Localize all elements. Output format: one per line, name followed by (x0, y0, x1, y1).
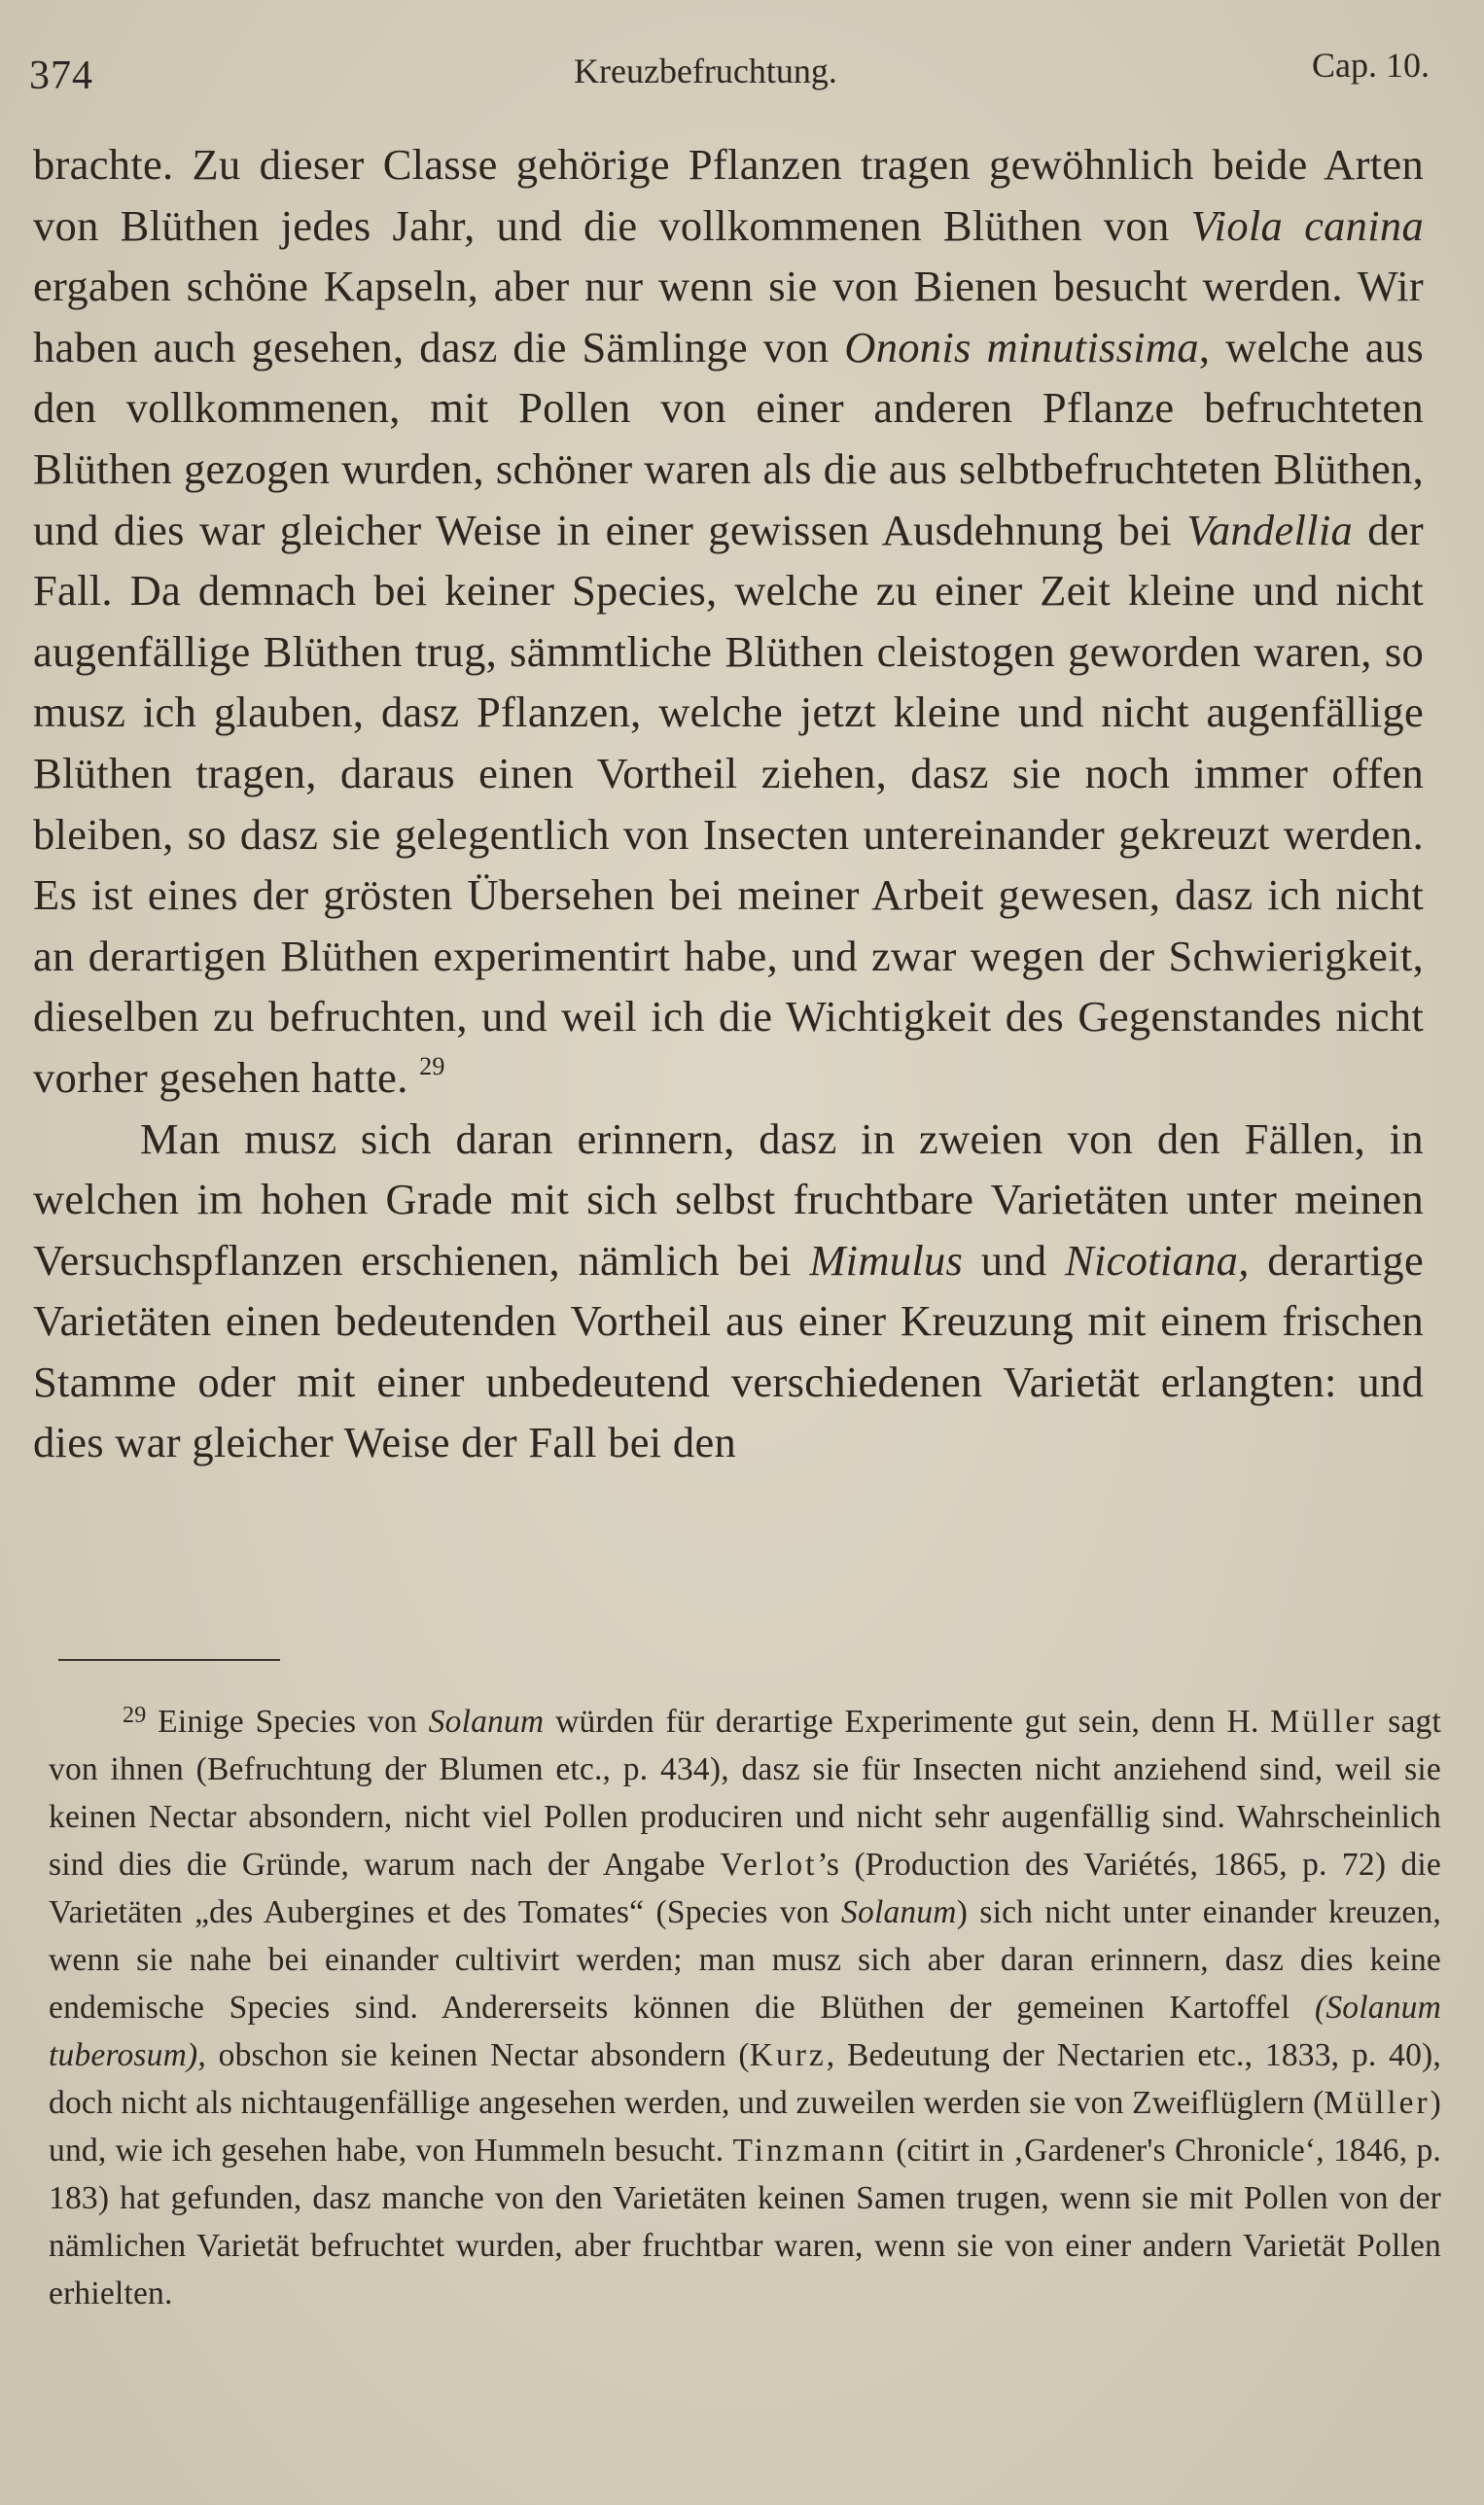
species-mimulus: Mimulus (809, 1235, 964, 1285)
running-title: Kreuzbefruchtung. (574, 52, 837, 90)
species-nicotiana: Nicotiana, (1064, 1235, 1250, 1285)
footnote-29: $^{29}$ Einige Species von Solanum würden für derartige Experimente gut sein, denn H. Müller sagt von ihnen (Befruchtung der Blumen etc., p. 434), dasz sie für Insecten nicht anziehend sind, weil sie keinen Nectar absondern, nicht viel Pollen produciren und nicht sehr augenfällig sind. Wahrscheinlich sind dies die Gründe, warum nach der Angabe Verlot’s (Production des Variétés, 1865, p. 72) die Varietäten „des Aubergines et des Tomates“ (Species von Solanum) sich nicht unter einander kreuzen, wenn sie nahe bei einander cultivirt werden; man musz sich aber daran erinnern, dasz dies keine endemische Species sind. Andererseits können die Blüthen der gemeinen Kartoffel (Solanum tuberosum), obschon sie keinen Nectar absondern (Kurz, Bedeutung der Nectarien etc., 1833, p. 40), doch nicht als nichtaugenfällige angesehen werden, und zuweilen werden sie von Zweiflüglern (Müller) und, wie ich gesehen habe, von Hummeln besucht. Tinzmann (citirt in ‚Gardener's Chronicle‘, 1846, p. 183) hat gefunden, dasz manche von den Varietäten keinen Samen trugen, wenn sie mit Pollen von der nämlichen Varietät befruchtet wurden, aber fruchtbar waren, wenn sie von einer andern Varietät Pollen erhielten. (49, 1703, 1442, 2311)
page-header (29, 43, 1430, 101)
footnote (49, 1698, 1441, 2317)
chapter-label: Cap. 10. (1312, 46, 1430, 85)
species-viola-canina: Viola canina (1190, 200, 1424, 250)
footnote-reference: 29 (419, 1051, 445, 1080)
species-ononis: Ononis minutissima (844, 322, 1199, 371)
footnote-mark: 29 (123, 1703, 147, 1728)
page-number: 374 (29, 53, 93, 98)
species-vandellia: Vandellia (1186, 505, 1354, 554)
paragraph-1: brachte. Zu dieser Classe gehörige Pflanzen tragen gewöhnlich beide Arten von Blüthen jedes Jahr, und die vollkommenen Blüthen von Viola canina ergaben schöne Kapseln, aber nur wenn sie von Bienen besucht werden. Wir haben auch gesehen, dasz die Sämlinge von Ononis minutissima, welche aus den vollkommenen, mit Pollen von einer anderen Pflanze befruchteten Blüthen gezogen wurden, schöner waren als die aus selbtbefruchteten Blüthen, und dies war gleicher Weise in einer gewissen Ausdehnung bei Vandellia der Fall. Da demnach bei keiner Species, welche zu einer Zeit kleine und nicht augenfällige Blüthen trug, sämmtliche Blüthen cleistogen geworden waren, so musz ich glauben, dasz Pflanzen, welche jetzt kleine und nicht augenfällige Blüthen tragen, daraus einen Vortheil ziehen, dasz sie noch immer offen bleiben, so dasz sie gelegentlich von Insecten untereinander gekreuzt werden. Es ist eines der grösten Übersehen bei meiner Arbeit gewesen, dasz ich nicht an derartigen Blüthen experimentirt habe, und zwar wegen der Schwierigkeit, dieselben zu befruchten, und weil ich die Wichtigkeit des Gegenstandes nicht vorher gesehen hatte. $^{29}$ (33, 140, 1424, 1102)
main-text (33, 134, 1424, 1473)
footnote-divider (58, 1659, 280, 1661)
paragraph-2: Man musz sich daran erinnern, dasz in zweien von den Fällen, in welchen im hohen Grade mit sich selbst fruchtbare Varietäten unter meinen Versuchspflanzen erschienen, nämlich bei Mimulus und Nicotiana, derartige Varietäten einen bedeutenden Vortheil aus einer Kreuzung mit einem frischen Stamme oder mit einer unbedeutend verschiedenen Varietät erlangten: und dies war gleicher Weise der Fall bei den (33, 1113, 1425, 1467)
